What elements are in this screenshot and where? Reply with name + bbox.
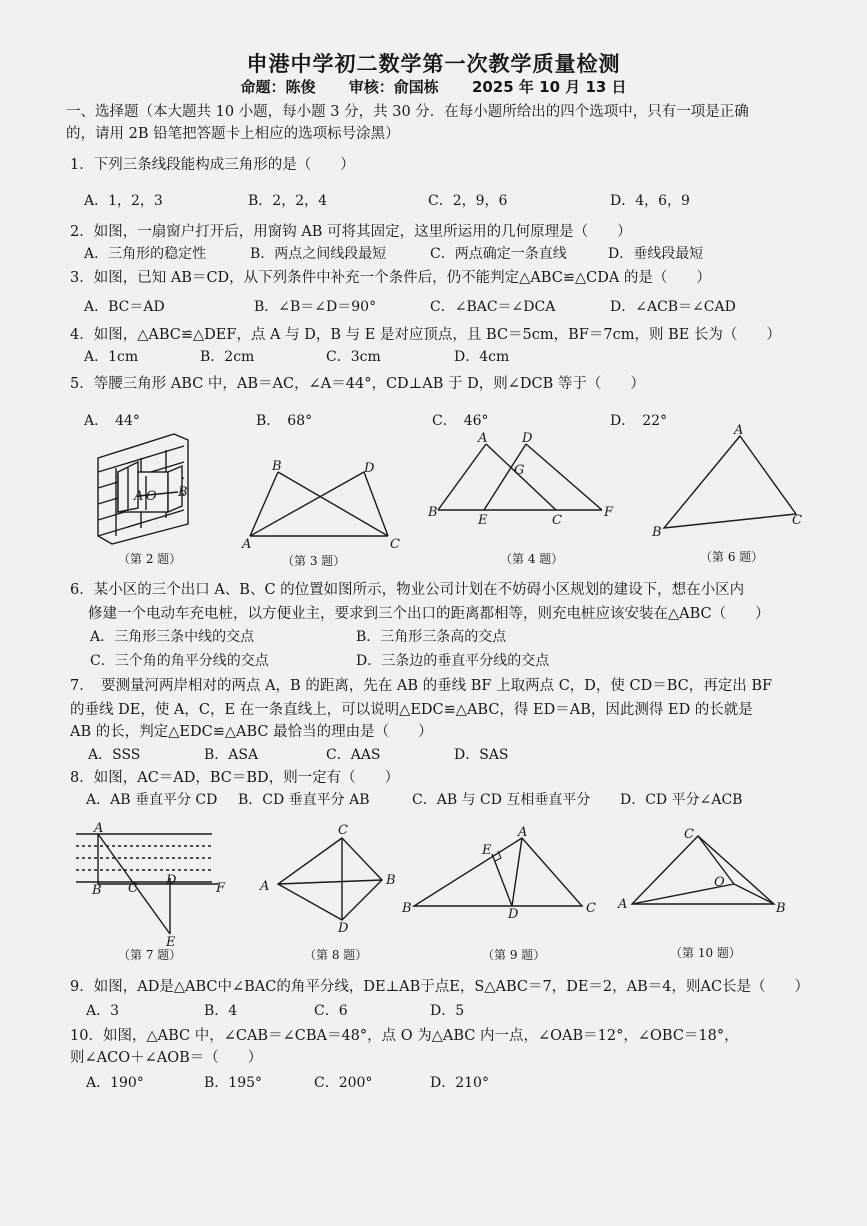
q3-label-c: C <box>390 537 400 552</box>
q8-option-a: A．AB 垂直平分 CD <box>86 792 218 808</box>
q1-option-d: D．4，6，9 <box>610 193 690 209</box>
q4-label-g: G <box>514 463 525 478</box>
question-9-stem: 9．如图，AD是△ABC中∠BAC的角平分线，DE⊥AB于点E，S△ABC＝7，DE＝2，AB＝4，则AC长是（ ） <box>70 979 810 995</box>
figure-q6 <box>650 424 810 542</box>
q4-label-a: A <box>478 431 488 446</box>
question-8-stem: 8．如图，AC＝AD，BC＝BD，则一定有（ ） <box>70 770 400 786</box>
question-6-stem-line2: 修建一个电动车充电桩，以方便业主，要求到三个出口的距离都相等，则充电桩应该安装在△ABC（ ） <box>88 606 770 622</box>
q4-option-b: B．2cm <box>200 349 255 365</box>
q5-option-c: C． 46° <box>432 413 489 429</box>
q10-label-b: B <box>776 901 786 916</box>
caption-q8: （第 8 题） <box>304 948 368 962</box>
section-instructions-line2: 的，请用 2B 铅笔把答题卡上相应的选项标号涂黑） <box>66 126 400 142</box>
q3-label-a: A <box>242 537 252 552</box>
figure-q3 <box>240 458 410 550</box>
q8-label-d: D <box>338 921 349 936</box>
figure-q10 <box>616 824 796 920</box>
q7-label-b: B <box>92 883 102 898</box>
q10-option-d: D．210° <box>430 1075 489 1091</box>
caption-q7: （第 7 题） <box>118 948 182 962</box>
q3-option-c: C．∠BAC＝∠DCA <box>430 299 556 315</box>
section-instructions-line1: 一、选择题（本大题共 10 小题，每小题 3 分，共 30 分．在每小题所给出的四个选项中，只有一项是正确 <box>66 104 749 120</box>
q6-option-b: B．三角形三条高的交点 <box>356 629 507 645</box>
q10-option-a: A．190° <box>86 1075 144 1091</box>
q1-option-c: C．2，9，6 <box>428 193 508 209</box>
caption-q9: （第 9 题） <box>482 948 546 962</box>
caption-q2: （第 2 题） <box>118 552 182 566</box>
exam-date: 2025 年 10 月 13 日 <box>471 78 627 96</box>
caption-q6: （第 6 题） <box>700 550 764 564</box>
q8-option-b: B．CD 垂直平分 AB <box>238 792 370 808</box>
q6-option-d: D．三条边的垂直平分线的交点 <box>356 653 550 669</box>
q9-option-d: D．5 <box>430 1003 465 1019</box>
question-7-stem-line1: 7． 要测量河两岸相对的两点 A，B 的距离，先在 AB 的垂线 BF 上取两点 C，D，使 CD＝BC，再定出 BF <box>70 678 773 694</box>
q9-option-c: C．6 <box>314 1003 348 1019</box>
q7-option-a: A．SSS <box>88 747 141 763</box>
q10-label-c: C <box>684 827 694 842</box>
question-7-stem-line3: AB 的长，判定△EDC≌△ABC 最恰当的理由是（ ） <box>70 724 433 740</box>
q7-option-b: B．ASA <box>204 747 259 763</box>
question-2-stem: 2．如图，一扇窗户打开后，用窗钩 AB 可将其固定，这里所运用的几何原理是（ ） <box>70 224 632 240</box>
q2-label-a: A <box>134 489 144 504</box>
q9-option-a: A．3 <box>86 1003 120 1019</box>
q2-label-b: B <box>178 485 188 500</box>
question-3-stem: 3．如图，已知 AB＝CD，从下列条件中补充一个条件后，仍不能判定△ABC≌△CDA 的是（ ） <box>70 270 711 286</box>
q7-option-d: D．SAS <box>454 747 509 763</box>
q9-label-a: A <box>518 825 528 840</box>
figure-q8-kite <box>258 822 404 936</box>
exam-meta <box>0 76 867 97</box>
caption-q4: （第 4 题） <box>500 552 564 566</box>
q2-option-c: C．两点确定一条直线 <box>430 246 567 262</box>
q8-label-c: C <box>338 823 348 838</box>
q7-label-c: C <box>128 881 138 896</box>
q7-label-d: D <box>166 873 177 888</box>
q3-option-b: B．∠B＝∠D＝90° <box>254 299 377 315</box>
q5-option-a: A． 44° <box>84 413 140 429</box>
q4-option-c: C．3cm <box>326 349 381 365</box>
q6-label-b: B <box>652 525 662 540</box>
q9-label-c: C <box>586 901 596 916</box>
caption-q10: （第 10 题） <box>670 946 741 960</box>
figure-q2-window <box>96 432 192 546</box>
page-title: 申港中学初二数学第一次教学质量检测 <box>246 52 621 76</box>
q4-label-c: C <box>552 513 562 528</box>
q2-option-a: A．三角形的稳定性 <box>84 246 207 262</box>
q4-label-b: B <box>428 505 438 520</box>
author: 命题：陈俊 <box>240 78 316 96</box>
question-5-stem: 5．等腰三角形 ABC 中，AB＝AC，∠A＝44°，CD⊥AB 于 D，则∠DCB 等于（ ） <box>70 376 645 392</box>
q4-label-f: F <box>604 505 614 520</box>
q9-option-b: B．4 <box>204 1003 238 1019</box>
q1-option-b: B．2，2，4 <box>248 193 328 209</box>
q7-option-c: C．AAS <box>326 747 381 763</box>
q5-option-b: B． 68° <box>256 413 313 429</box>
question-7-stem-line2: 的垂线 DE，使 A，C，E 在一条直线上，可以说明△EDC≌△ABC，得 ED＝AB，因此测得 ED 的长就是 <box>70 702 753 718</box>
q10-label-o: O <box>714 875 725 890</box>
q4-option-a: A．1cm <box>84 349 139 365</box>
q6-option-c: C．三个角的角平分线的交点 <box>90 653 269 669</box>
q6-label-a: A <box>734 423 744 438</box>
q4-option-d: D．4cm <box>454 349 510 365</box>
q10-option-c: C．200° <box>314 1075 373 1091</box>
q6-option-a: A．三角形三条中线的交点 <box>90 629 255 645</box>
question-1-stem: 1．下列三条线段能构成三角形的是（ ） <box>70 157 355 173</box>
q8-option-c: C．AB 与 CD 互相垂直平分 <box>412 792 591 808</box>
q7-label-a: A <box>94 821 104 836</box>
reviewer: 审核：俞国栋 <box>348 78 439 96</box>
question-10-stem-line2: 则∠ACO＋∠AOB＝（ ） <box>70 1050 263 1066</box>
q9-label-e: E <box>482 843 492 858</box>
q10-option-b: B．195° <box>204 1075 263 1091</box>
q2-option-d: D．垂线段最短 <box>608 246 704 262</box>
q10-label-a: A <box>618 897 628 912</box>
q5-option-d: D． 22° <box>610 413 668 429</box>
q7-label-f: F <box>216 881 226 896</box>
question-10-stem-line1: 10．如图，△ABC 中，∠CAB＝∠CBA＝48°，点 O 为△ABC 内一点，∠OAB＝12°，∠OBC＝18°， <box>70 1028 739 1044</box>
q1-option-a: A．1，2，3 <box>84 193 163 209</box>
q3-label-b: B <box>272 459 282 474</box>
question-4-stem: 4．如图，△ABC≌△DEF，点 A 与 D，B 与 E 是对应顶点，且 BC＝5cm，BF＝7cm，则 BE 长为（ ） <box>70 327 781 343</box>
q8-option-d: D．CD 平分∠ACB <box>620 792 743 808</box>
q7-label-e: E <box>166 935 176 950</box>
q6-label-c: C <box>792 513 802 528</box>
q9-label-d: D <box>508 907 519 922</box>
figure-q7-river <box>72 821 232 950</box>
figure-q9 <box>402 824 606 920</box>
q3-label-d: D <box>364 461 375 476</box>
q3-option-a: A．BC＝AD <box>84 299 165 315</box>
q8-label-b: B <box>386 873 396 888</box>
q4-label-e: E <box>478 513 488 528</box>
caption-q3: （第 3 题） <box>282 554 346 568</box>
q2-option-b: B．两点之间线段最短 <box>250 246 387 262</box>
q9-label-b: B <box>402 901 412 916</box>
q8-label-a: A <box>260 879 270 894</box>
figure-q4 <box>426 430 616 526</box>
q3-option-d: D．∠ACB＝∠CAD <box>610 299 736 315</box>
q2-label-o: O <box>146 489 157 504</box>
q4-label-d: D <box>522 431 533 446</box>
question-6-stem-line1: 6．某小区的三个出口 A、B、C 的位置如图所示，物业公司计划在不妨碍小区规划的建设下，想在小区内 <box>70 582 745 598</box>
